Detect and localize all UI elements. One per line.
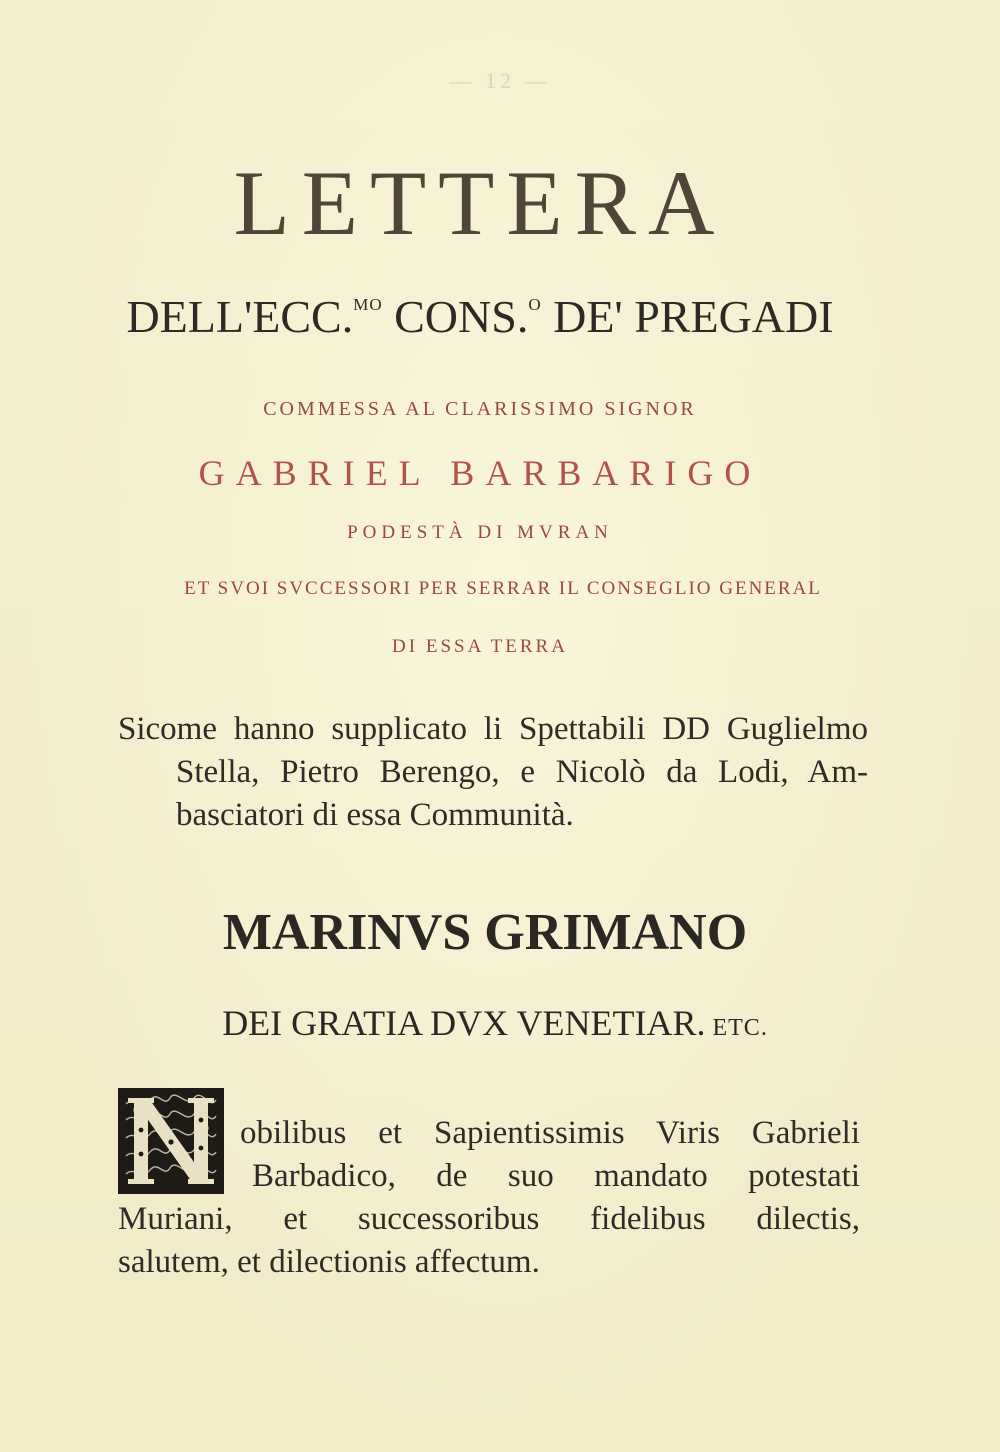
document-title: LETTERA [233, 152, 727, 254]
successors-line: ET SVOI SVCCESSORI PER SERRAR IL CONSEGLIO GENERAL [184, 578, 822, 599]
commission-line: COMMESSA AL CLARISSIMO SIGNOR [263, 398, 697, 420]
paragraph-line-text: obilibus et Sapientissimis Viris Gabrieli [240, 1115, 860, 1151]
subtitle-part-3: DE' PREGADI [541, 291, 834, 342]
paragraph-line: salutem, et dilectionis affectum. [118, 1244, 540, 1280]
subtitle-part-1: DELL'ECC. [126, 291, 354, 342]
subtitle-part-2: CONS. [382, 291, 529, 342]
paragraph-line: Sicome hanno supplicato li Spettabili DD Guglielmo [118, 711, 868, 747]
page-number: — 12 — [449, 68, 551, 93]
salutation-paragraph [118, 1112, 860, 1284]
subtitle-superscript-2: O [528, 295, 542, 314]
subtitle-superscript-1: MO [353, 295, 383, 314]
paragraph-line: Barbadico, de suo mandato potestati [252, 1158, 860, 1194]
doge-title-text: DEI GRATIA DVX VENETIAR. [222, 1003, 706, 1043]
paragraph-line: Muriani, et successoribus fidelibus dilectis, [118, 1201, 860, 1237]
paragraph-line [118, 1112, 860, 1155]
paragraph-line: basciatori di essa Communità. [176, 797, 574, 833]
doge-name: MARINVS GRIMANO [222, 904, 748, 961]
doge-title [0, 1002, 990, 1044]
doge-title-etc: ETC. [705, 1015, 768, 1041]
petition-paragraph [118, 708, 868, 837]
territory-line: DI ESSA TERRA [392, 636, 568, 657]
recipient-office: PODESTÀ DI MVRAN [347, 522, 613, 543]
paragraph-line: Stella, Pietro Berengo, e Nicolò da Lodi, Am- [176, 754, 868, 790]
recipient-name: GABRIEL BARBARIGO [198, 453, 762, 493]
document-subtitle [0, 290, 960, 343]
